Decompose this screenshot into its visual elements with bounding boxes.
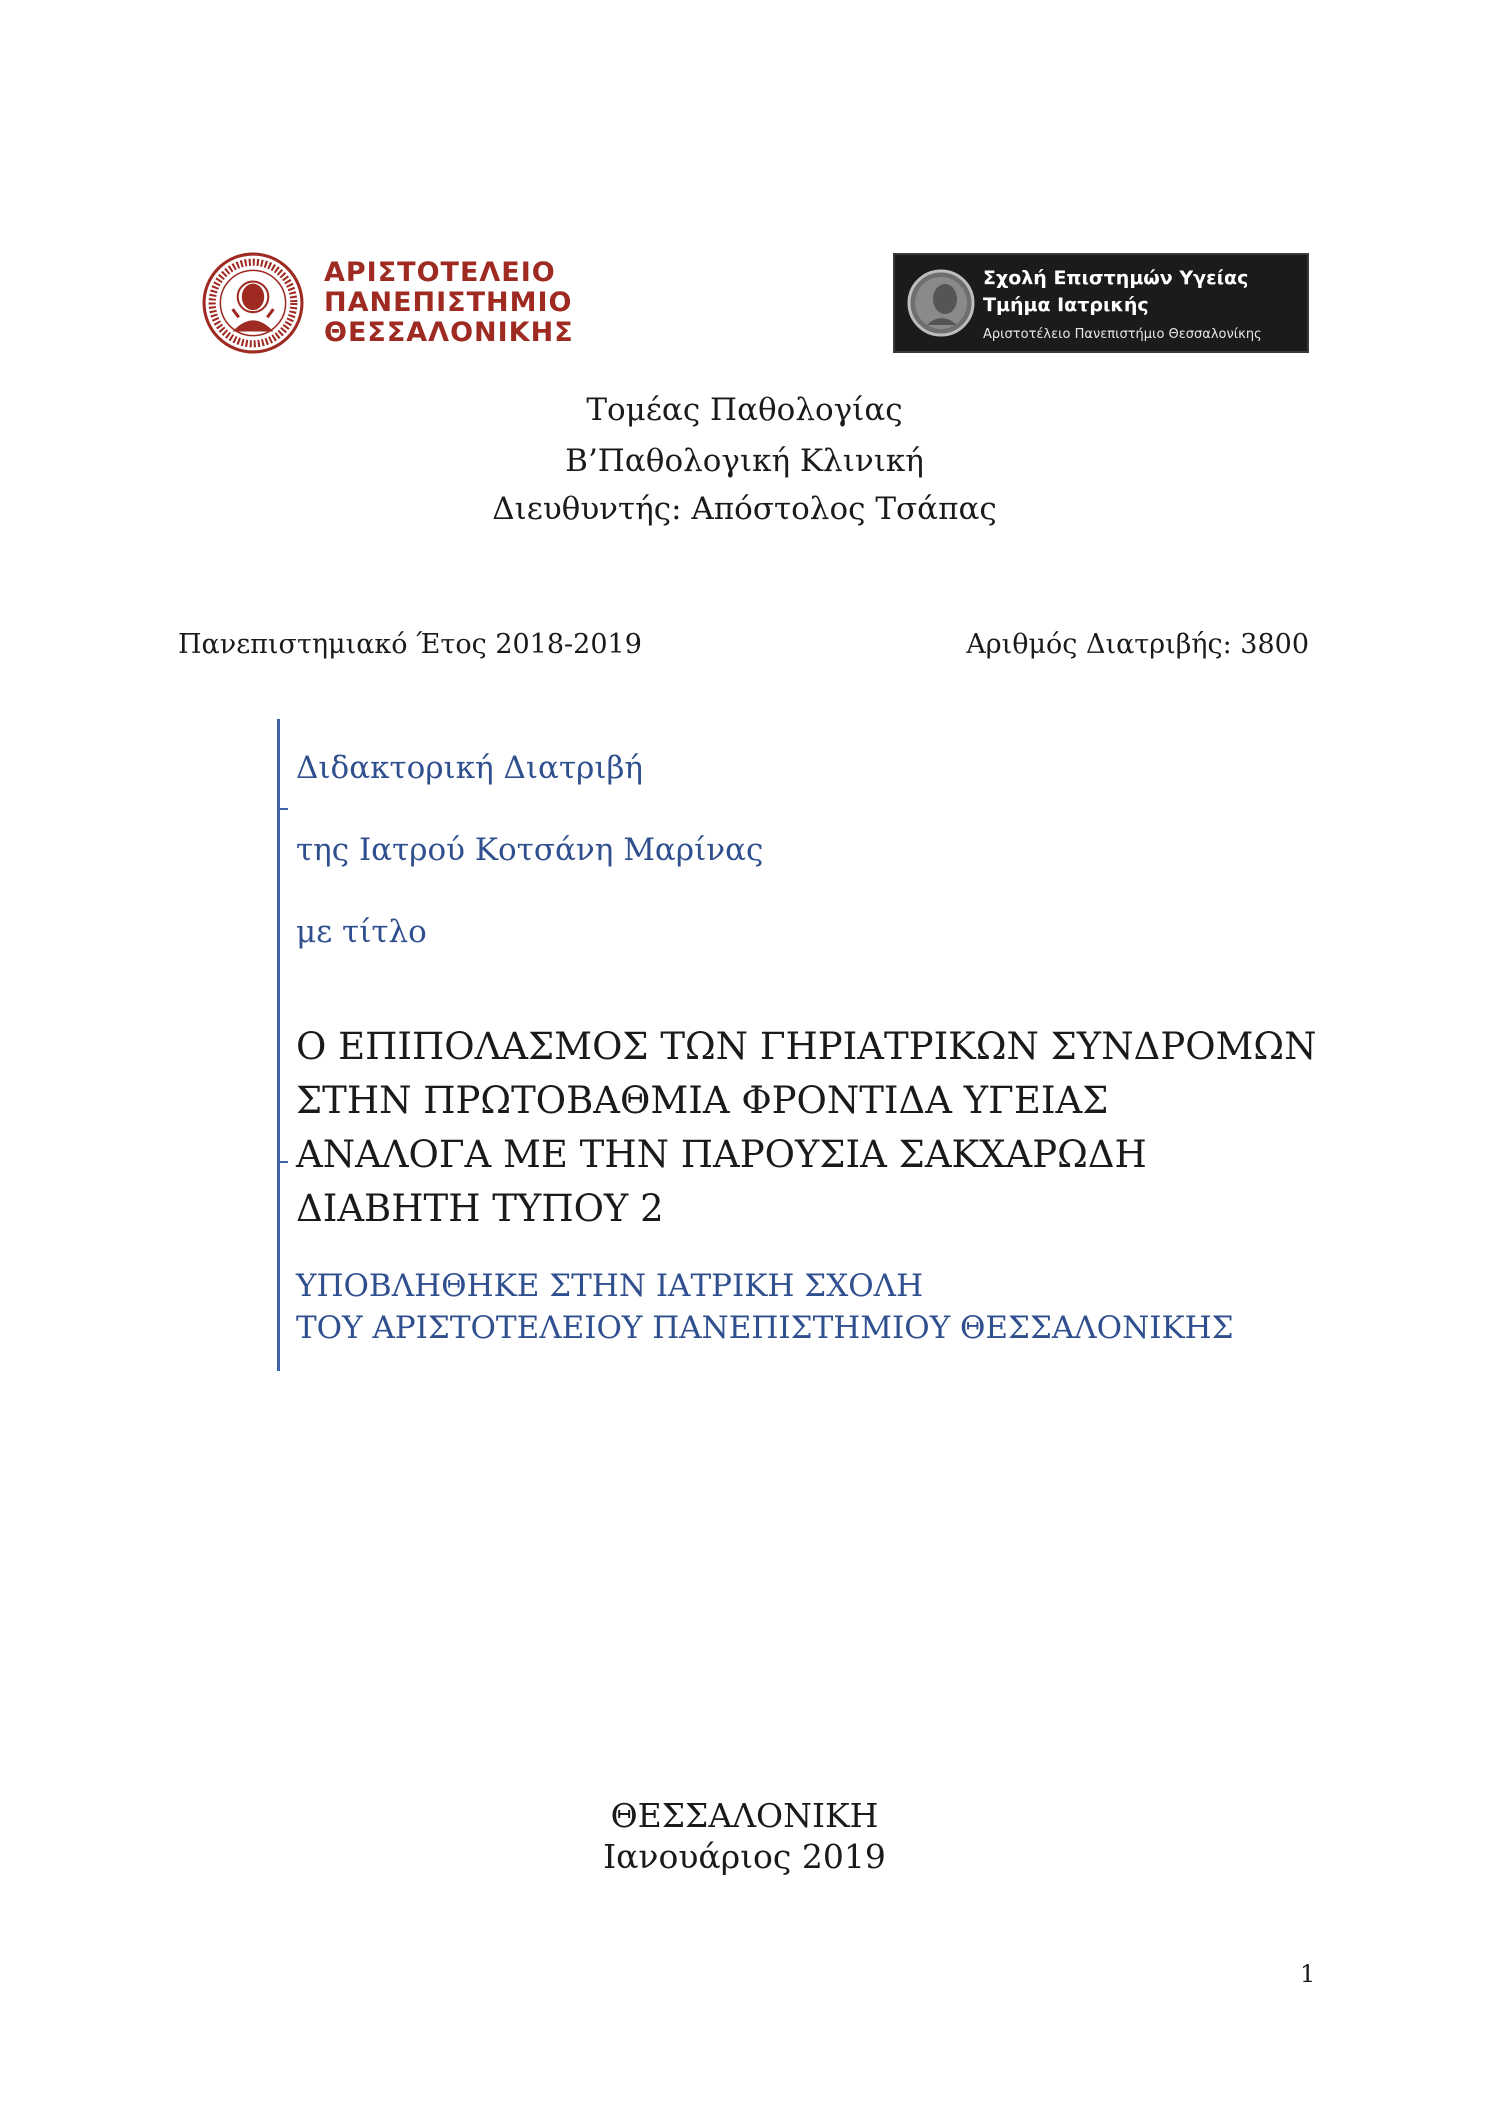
submitted-line: ΥΠΟΒΛΗΘΗΚΕ ΣΤΗΝ ΙΑΤΡΙΚΗ ΣΧΟΛΗ (296, 1268, 924, 1304)
thesis-title-line: ΣΤΗΝ ΠΡΩΤΟΒΑΘΜΙΑ ΦΡΟΝΤΙΔΑ ΥΓΕΙΑΣ (296, 1079, 1109, 1122)
accent-tick (280, 1161, 288, 1163)
thesis-title-line: ΔΙΑΒΗΤΗ ΤΥΠΟΥ 2 (296, 1187, 664, 1230)
thesis-number: Αριθμός Διατριβής: 3800 (966, 629, 1309, 660)
submitted-line: ΤΟΥ ΑΡΙΣΤΟΤΕΛΕΙΟΥ ΠΑΝΕΠΙΣΤΗΜΙΟΥ ΘΕΣΣΑΛΟΝΙΚΗΣ (296, 1310, 1234, 1346)
auth-logo-line: ΘΕΣΣΑΛΟΝΙΚΗΣ (324, 317, 574, 348)
auth-logo (202, 252, 592, 352)
thesis-title-line: ΑΝΑΛΟΓΑ ΜΕ ΤΗΝ ΠΑΡΟΥΣΙΑ ΣΑΚΧΑΡΩΔΗ (296, 1133, 1147, 1176)
auth-logo-text (324, 258, 594, 348)
medical-school-line: Σχολή Επιστημών Υγείας (983, 267, 1249, 289)
medical-school-logo (895, 255, 1307, 351)
with-title-label: με τίτλο (296, 914, 427, 950)
clinic-heading: Β’Παθολογική Κλινική (565, 443, 924, 479)
hippocrates-medal-icon (901, 263, 981, 343)
accent-bar (277, 719, 280, 1371)
footer-city: ΘΕΣΣΑΛΟΝΙΚΗ (610, 1796, 879, 1835)
medical-school-line: Τμήμα Ιατρικής (983, 294, 1149, 316)
medical-school-line: Αριστοτέλειο Πανεπιστήμιο Θεσσαλονίκης (983, 327, 1262, 342)
page-number: 1 (1300, 1960, 1316, 1988)
accent-tick (280, 808, 288, 810)
thesis-title-line: Ο ΕΠΙΠΟΛΑΣΜΟΣ ΤΩΝ ΓΗΡΙΑΤΡΙΚΩΝ ΣΥΝΔΡΟΜΩΝ (296, 1025, 1317, 1068)
academic-year: Πανεπιστημιακό Έτος 2018-2019 (178, 629, 642, 660)
footer-date: Ιανουάριος 2019 (603, 1837, 886, 1876)
thesis-author: της Ιατρού Κοτσάνη Μαρίνας (296, 832, 764, 868)
auth-logo-line: ΑΡΙΣΤΟΤΕΛΕΙΟ (324, 257, 556, 288)
sector-heading: Τομέας Παθολογίας (586, 392, 903, 428)
university-seal-icon (202, 252, 304, 354)
director-heading: Διευθυντής: Απόστολος Τσάπας (492, 491, 997, 527)
thesis-type: Διδακτορική Διατριβή (296, 750, 644, 786)
auth-logo-line: ΠΑΝΕΠΙΣΤΗΜΙΟ (324, 287, 573, 318)
